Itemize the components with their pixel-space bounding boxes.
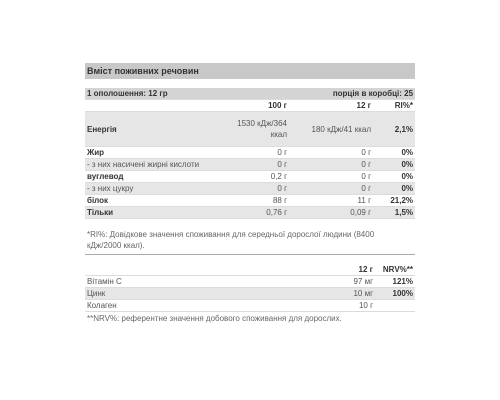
value-serving: 0,09 г [289, 207, 373, 219]
value-100g: 88 г [235, 195, 289, 207]
value-serving: 0 г [289, 171, 373, 183]
table-row [85, 159, 415, 171]
value-serving: 11 г [289, 195, 373, 207]
serving-row [85, 88, 415, 100]
nutrition-table [85, 88, 415, 219]
table-header-row [85, 100, 415, 112]
nutrient-name: Колаген [85, 300, 285, 312]
table-row [85, 112, 415, 147]
value-serving: 0 г [289, 147, 373, 159]
table-row [85, 300, 415, 312]
value-ri: 1,5% [373, 207, 415, 219]
table-row [85, 183, 415, 195]
value-serving: 10 мг [285, 288, 375, 300]
value-serving: 0 г [289, 183, 373, 195]
value-100g: 0 г [235, 147, 289, 159]
table-row [85, 288, 415, 300]
value-serving: 97 мг [285, 276, 375, 288]
ri-footnote: *RI%: Довідкове значення споживання для середньої дорослої людини (8400 кДж/2000 ккал). [87, 230, 375, 250]
header-cell: RI%* [373, 100, 415, 112]
value-100g: 1530 кДж/364 ккал [235, 112, 289, 147]
nutrient-name: вуглевод [85, 171, 235, 183]
nutrition-panel [85, 63, 415, 323]
nutrient-name: Вітамін С [85, 276, 285, 288]
value-ri: 0% [373, 147, 415, 159]
header-cell: 100 г [235, 100, 289, 112]
value-serving: 180 кДж/41 ккал [289, 112, 373, 147]
table-row [85, 276, 415, 288]
value-100g: 0,2 г [235, 171, 289, 183]
value-serving: 0 г [289, 159, 373, 171]
header-cell [85, 264, 285, 276]
nutrient-name: - з них насичені жирні кислоти [85, 159, 235, 171]
nutrient-name: Цинк [85, 288, 285, 300]
nutrient-name: білок [85, 195, 235, 207]
header-cell: 12 г [285, 264, 375, 276]
table-row [85, 147, 415, 159]
value-ri: 0% [373, 183, 415, 195]
nutrient-name: Жир [85, 147, 235, 159]
value-100g: 0 г [235, 183, 289, 195]
nrv-footnote: **NRV%: референтне значення добового споживання для дорослих. [87, 314, 342, 323]
value-ri: 0% [373, 159, 415, 171]
nutrient-name: Тільки [85, 207, 235, 219]
table-row [85, 171, 415, 183]
table-row [85, 207, 415, 219]
header-cell [85, 100, 235, 112]
value-nrv: 100% [375, 288, 415, 300]
value-ri: 2,1% [373, 112, 415, 147]
value-100g: 0,76 г [235, 207, 289, 219]
divider [85, 254, 415, 255]
value-serving: 10 г [285, 300, 375, 312]
vitamin-table [85, 264, 415, 312]
value-ri: 21,2% [373, 195, 415, 207]
nutrition-title: Вміст поживних речовин [85, 63, 415, 79]
value-ri: 0% [373, 171, 415, 183]
nutrient-name: - з них цукру [85, 183, 235, 195]
header-cell: 12 г [289, 100, 373, 112]
value-nrv: 121% [375, 276, 415, 288]
serving-size: 1 ополошення: 12 гр [85, 88, 289, 100]
table-row [85, 195, 415, 207]
value-100g: 0 г [235, 159, 289, 171]
nutrient-name: Енергія [85, 112, 235, 147]
table-header-row [85, 264, 415, 276]
servings-per-box: порція в коробці: 25 [289, 88, 415, 100]
header-cell: NRV%** [375, 264, 415, 276]
value-nrv [375, 300, 415, 312]
